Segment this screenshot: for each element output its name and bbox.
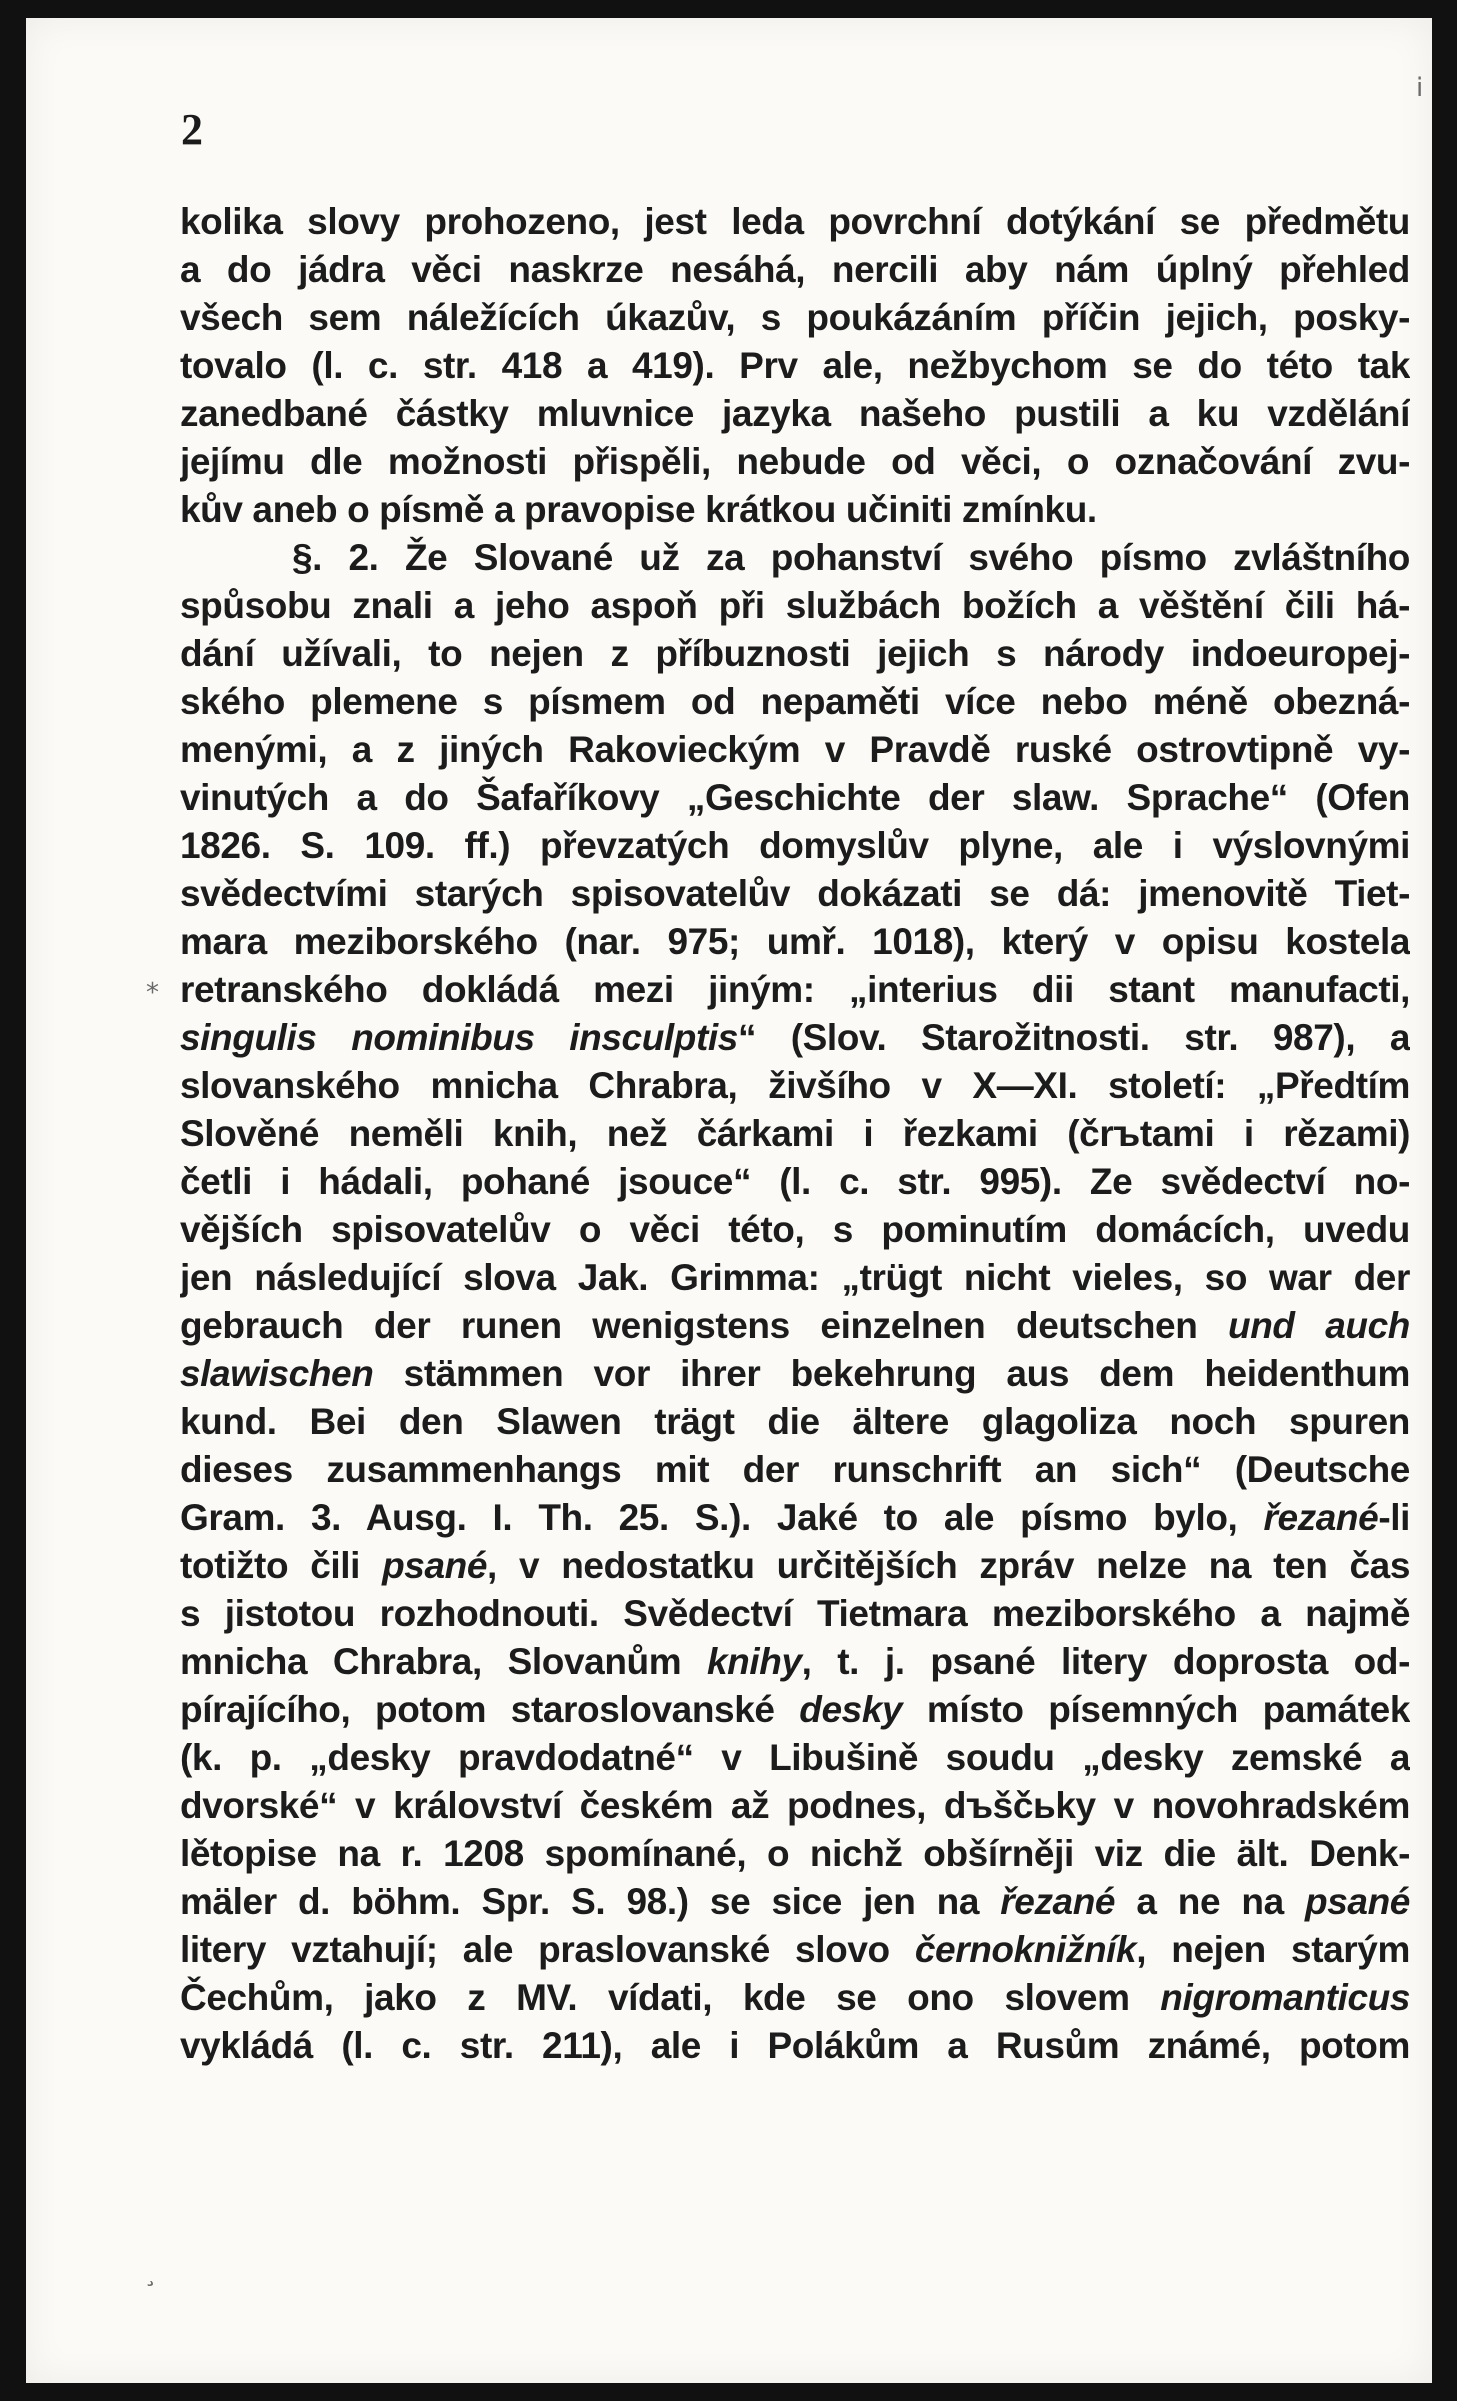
italic-segment: řezané: [1263, 1497, 1379, 1538]
text-line: [180, 630, 1410, 678]
text-segment: svědectvími starých spisovatelův dokázati se dá: jmenovitě Tiet-: [180, 873, 1410, 914]
text-line: [180, 1350, 1410, 1398]
text-segment: Čechům, jako z MV. vídati, kde se ono slovem: [180, 1977, 1161, 2018]
text-segment: -li: [1378, 1497, 1410, 1538]
text-line: [180, 582, 1410, 630]
text-line: [180, 1206, 1410, 1254]
text-line: [180, 966, 1410, 1014]
page-text-body: [180, 198, 1410, 2070]
text-segment: místo písemných památek: [902, 1689, 1410, 1730]
text-segment: a do jádra věci naskrze nesáhá, nercili aby nám úplný přehled: [180, 249, 1410, 290]
text-segment: vykládá (l. c. str. 211), ale i Polákům a Rusům známé, potom: [180, 2025, 1410, 2066]
text-segment: dání užívali, to nejen z příbuznosti jejich s národy indoeuropej-: [180, 633, 1410, 674]
text-line: [180, 822, 1410, 870]
text-line: [180, 678, 1410, 726]
text-segment: mäler d. böhm. Spr. S. 98.) se sice jen na: [180, 1881, 1001, 1922]
italic-segment: řezané: [1000, 1881, 1116, 1922]
text-line: [180, 294, 1410, 342]
text-line: [180, 1734, 1410, 1782]
text-line: [180, 1686, 1410, 1734]
text-line: [180, 438, 1410, 486]
book-page: [26, 18, 1432, 2383]
italic-segment: knihy: [706, 1641, 802, 1682]
text-segment: slovanského mnicha Chrabra, živšího v X—XI. století: „Předtím: [180, 1065, 1410, 1106]
text-line: [180, 870, 1410, 918]
italic-segment: desky: [799, 1689, 903, 1730]
text-segment: Gram. 3. Ausg. I. Th. 25. S.). Jaké to ale písmo bylo,: [180, 1497, 1264, 1538]
italic-segment: černoknižník: [914, 1929, 1137, 1970]
text-line: [180, 1830, 1410, 1878]
text-segment: pírajícího, potom staroslovanské: [180, 1689, 800, 1730]
text-segment: jen následující slova Jak. Grimma: „trügt nicht vieles, so war der: [180, 1257, 1410, 1298]
text-segment: dvorské“ v království českém až podnes, dъščьky v novohradském: [180, 1785, 1410, 1826]
text-segment: všech sem náležících úkazův, s poukázáním příčin jejich, posky-: [180, 297, 1410, 338]
page-number: 2: [181, 105, 203, 154]
text-segment: s jistotou rozhodnouti. Svědectví Tietmara meziborského a najmě: [180, 1593, 1410, 1634]
text-line: [180, 1014, 1410, 1062]
text-segment: mara meziborského (nar. 975; umř. 1018), který v opisu kostela: [180, 921, 1410, 962]
text-segment: (k. p. „desky pravdodatné“ v Libušině soudu „desky zemské a: [180, 1737, 1410, 1778]
text-line: [180, 1302, 1410, 1350]
text-segment: , t. j. psané litery doprosta od-: [801, 1641, 1410, 1682]
text-segment: vinutých a do Šafaříkovy „Geschichte der slaw. Sprache“ (Ofen: [180, 777, 1410, 818]
text-line: [180, 342, 1410, 390]
text-line: [180, 1974, 1410, 2022]
text-segment: spůsobu znali a jeho aspoň při službách božích a věštění čili há-: [180, 585, 1410, 626]
text-segment: stämmen vor ihrer bekehrung aus dem heidenthum: [373, 1353, 1410, 1394]
text-segment: kolika slovy prohozeno, jest leda povrchní dotýkání se předmětu: [180, 201, 1410, 242]
text-segment: , v nedostatku určitějších zpráv nelze na ten čas: [487, 1545, 1410, 1586]
text-segment: retranského dokládá mezi jiným: „interius dii stant manufacti,: [180, 969, 1410, 1010]
italic-segment: nigromanticus: [1160, 1977, 1410, 2018]
margin-mark-corner: i: [1416, 73, 1424, 103]
text-line: [180, 1638, 1410, 1686]
italic-segment: singulis nominibus insculptis: [180, 1017, 738, 1058]
text-line: [180, 1062, 1410, 1110]
text-line: [180, 1926, 1410, 1974]
text-segment: menými, a z jiných Rakovieckým v Pravdě ruské ostrovtipně vy-: [180, 729, 1410, 770]
text-line: [180, 246, 1410, 294]
text-segment: litery vztahují; ale praslovanské slovo: [180, 1929, 915, 1970]
text-segment: vějších spisovatelův o věci této, s pominutím domácích, uvedu: [180, 1209, 1410, 1250]
text-segment: mnicha Chrabra, Slovanům: [180, 1641, 707, 1682]
text-segment: 1826. S. 109. ff.) převzatých domyslův plyne, ale i výslovnými: [180, 825, 1410, 866]
text-segment: dieses zusammenhangs mit der runschrift an sich“ (Deutsche: [180, 1449, 1410, 1490]
text-segment: jejímu dle možnosti přispěli, nebude od věci, o označování zvu-: [180, 441, 1410, 482]
text-line: [180, 726, 1410, 774]
italic-segment: slawischen: [180, 1353, 374, 1394]
text-segment: kund. Bei den Slawen trägt die ältere glagoliza noch spuren: [180, 1401, 1410, 1442]
text-segment: ského plemene s písmem od nepaměti více nebo méně obezná-: [180, 681, 1410, 722]
text-segment: totižto čili: [180, 1545, 383, 1586]
text-line: [180, 774, 1410, 822]
text-line: [180, 1158, 1410, 1206]
text-line: [180, 1542, 1410, 1590]
text-segment: , nejen starým: [1136, 1929, 1410, 1970]
text-line: [180, 1590, 1410, 1638]
text-segment: tovalo (l. c. str. 418 a 419). Prv ale, nežbychom se do této tak: [180, 345, 1410, 386]
text-line: [180, 2022, 1410, 2070]
text-segment: kův aneb o písmě a pravopise krátkou učiniti zmínku.: [180, 489, 1097, 530]
text-line: [180, 1110, 1410, 1158]
text-segment: gebrauch der runen wenigstens einzelnen deutschen: [180, 1305, 1229, 1346]
text-line: [180, 1398, 1410, 1446]
text-line: [180, 1254, 1410, 1302]
text-line: [180, 390, 1410, 438]
text-segment: lětopise na r. 1208 spomínané, o nichž obšírněji viz die ält. Denk-: [180, 1833, 1410, 1874]
text-line: [180, 1446, 1410, 1494]
text-line: [180, 1494, 1410, 1542]
text-segment: zanedbané částky mluvnice jazyka našeho pustili a ku vzdělání: [180, 393, 1410, 434]
margin-mark-asterisk: *: [146, 978, 159, 1008]
text-line: [180, 1878, 1410, 1926]
text-segment: četli i hádali, pohané jsouce“ (l. c. str. 995). Ze svědectví no-: [180, 1161, 1410, 1202]
text-line: [180, 198, 1410, 246]
italic-segment: psané: [382, 1545, 488, 1586]
text-line: [180, 486, 1410, 534]
italic-segment: und auch: [1228, 1305, 1410, 1346]
text-segment: §. 2. Že Slované už za pohanství svého písmo zvláštního: [292, 537, 1410, 578]
text-segment: a ne na: [1115, 1881, 1306, 1922]
text-segment: Slověné neměli knih, než čárkami i řezkami (črъtami i rězami): [180, 1113, 1410, 1154]
text-line: [180, 918, 1410, 966]
margin-mark-bottom: ¸: [144, 2258, 157, 2288]
text-line: [180, 534, 1410, 582]
text-line: [180, 1782, 1410, 1830]
text-segment: “ (Slov. Starožitnosti. str. 987), a: [738, 1017, 1410, 1058]
italic-segment: psané: [1305, 1881, 1410, 1922]
